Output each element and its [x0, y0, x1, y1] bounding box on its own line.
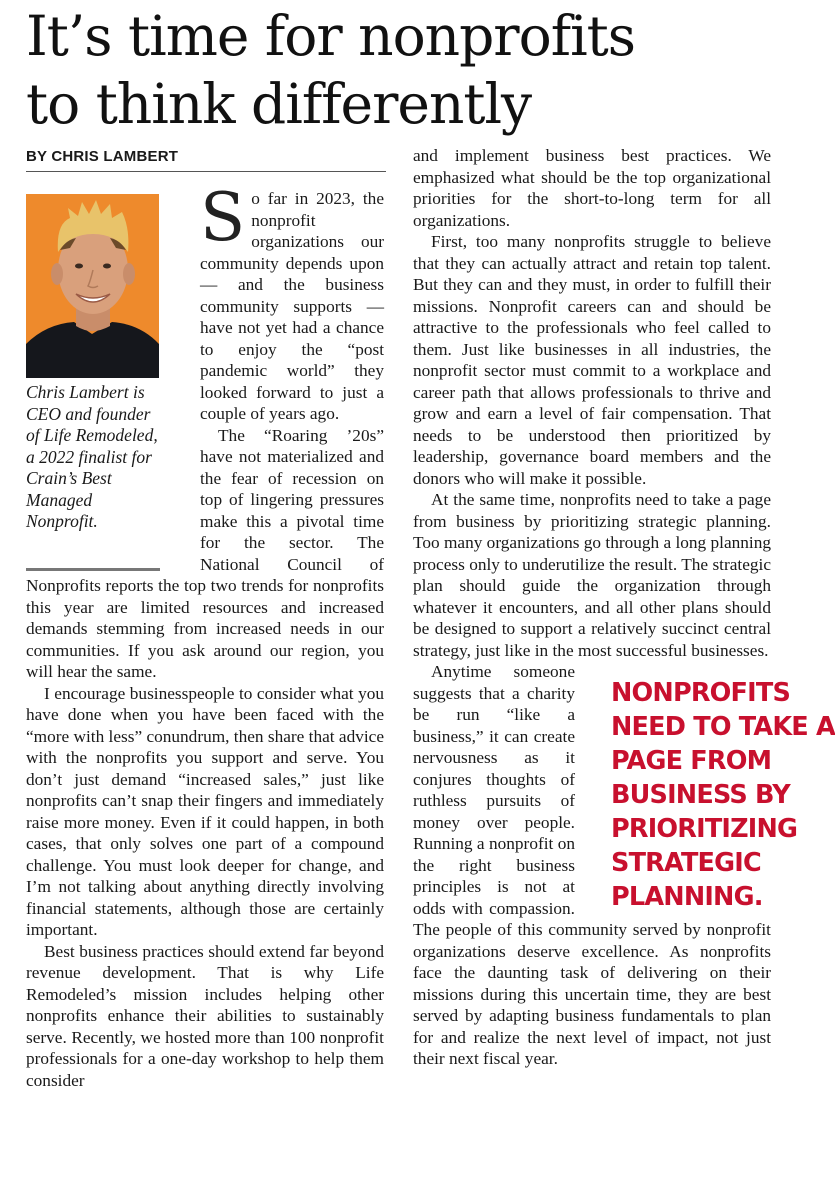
article-column-right [413, 145, 771, 1070]
headline-line-2: to think differently [26, 72, 532, 136]
photo-caption-area [26, 188, 178, 574]
article-paragraph-1-text: o far in 2023, the nonprofit organizations our community depends upon — and the business community supports — have not yet had a chance to enjoy the “post pandemic world” they looked forward to just a couple of years ago. [200, 189, 384, 423]
pull-quote-line: BUSINESS BY [611, 780, 790, 810]
drop-cap: S [200, 179, 246, 256]
headline-line-1: It’s time for nonprofits [26, 4, 635, 68]
article-column-left [26, 179, 384, 1091]
byline: BY CHRIS LAMBERT [26, 148, 179, 165]
article-paragraph-4-continued: and implement business best practices. We emphasized what should be the top organizational priorities for the short-to-long term for all organizations. [413, 146, 771, 230]
pull-quote-line: PAGE FROM [611, 746, 772, 776]
pull-quote-line: STRATEGIC [611, 848, 761, 878]
article-paragraph-6: At the same time, nonprofits need to take a page from business by prioritizing strategic planning. Too many organizations go through a long planning process only to underutilize the result. The strategic plan should guide the organization through whatever it encounters, and all other plans should be designed to support a relatively succinct central strategy, just like in the most successful businesses. [413, 490, 771, 660]
pull-quote-line: NEED TO TAKE A [611, 712, 835, 742]
pull-quote-line: PLANNING. [611, 882, 763, 912]
article-paragraph-7: Anytime someone suggests that a charity be run “like a business,” it can create nervousness as it conjures thoughts of ruthless pursuits of money over people. Running a nonprofit on the right business principles is not at odds with compassion. The people of this community served by nonprofit organizations deserve excellence. As nonprofits face the daunting task of delivering on their missions during this uncertain time, they are best served by adapting business fundamentals to plan for and realize the next level of impact, not just their next fiscal year. [413, 662, 771, 1068]
article-paragraph-4: Best business practices should extend far beyond revenue development. That is why Life Remodeled’s mission includes helping other nonprofits enhance their abilities to sustainably serve. Recently, we hosted more than 100 nonprofit professionals for a one-day workshop to help them consider [26, 941, 384, 1090]
pull-quote [611, 676, 835, 914]
pull-quote-line: NONPROFITS [611, 678, 791, 708]
headline [26, 2, 796, 138]
photo-caption: Chris Lambert is CEO and founder of Life Remodeled, a 2022 finalist for Crain’s Best Managed Nonprofit. [26, 382, 158, 531]
article-paragraph-3: I encourage businesspeople to consider what you have done when you have been faced with the “more with less” conundrum, then share that advice with the nonprofits you support and serve. You don’t just demand “increased sales,” just like nonprofits can’t snap their fingers and immediately raise more money. Even if it could happen, in both cases, that only solves one part of a compound challenge. You must look deeper for change, and I’m not talking about anything directly involving financial statements, although those are certainly important. [26, 683, 384, 939]
byline-divider [26, 171, 386, 172]
article-paragraph-5: First, too many nonprofits struggle to believe that they can actually attract and retain top talent. But they can and they must, in order to fulfill their missions. Nonprofit careers can and should be attractive to the professionals who feel called to them. Just like businesses in all industries, the nonprofit sector must commit to a workplace and career path that allows professionals to thrive and grow and earn a level of fair compensation. That needs to be understood then prioritized by leadership, governance board members and the donors who will make it possible. [413, 232, 771, 488]
article-paragraph-2: The “Roaring ’20s” have not materialized and the fear of recession on top of lingering pressures make this a pivotal time for the sector. The National Council of Nonprofits reports the top two trends for nonprofits this year are limited resources and increased demands stemming from increased needs in our communities. If you ask around our region, you will hear the same. [26, 425, 384, 681]
pull-quote-line: PRIORITIZING [611, 814, 798, 844]
